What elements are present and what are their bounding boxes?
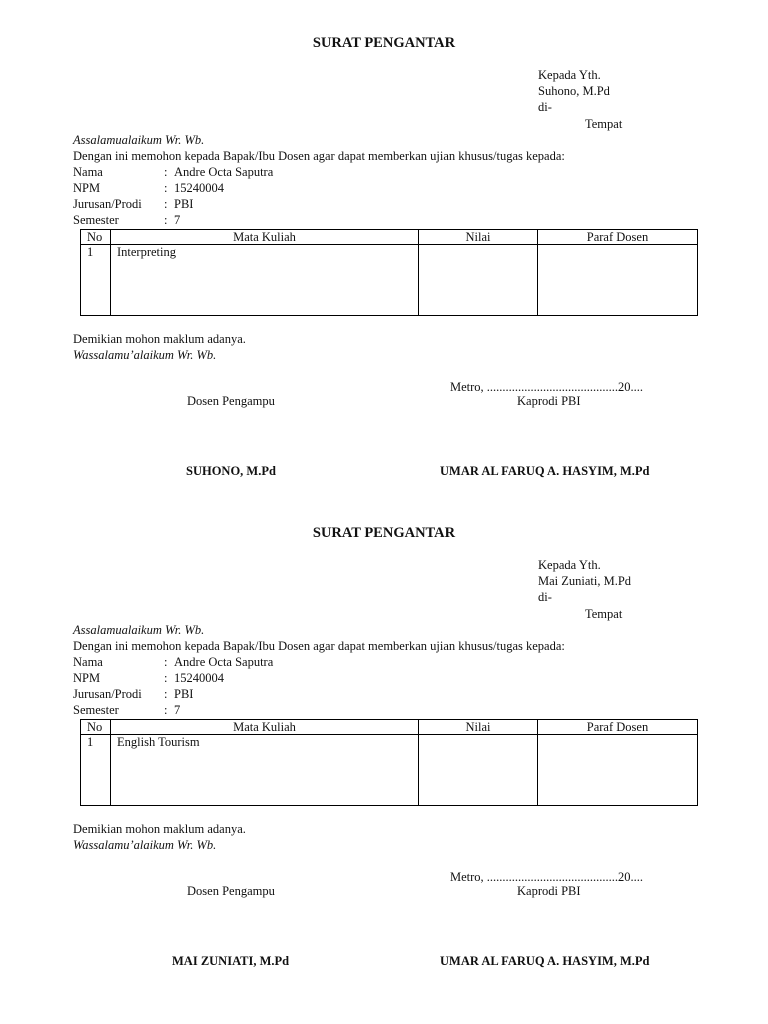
field-label-npm: NPM [73, 181, 101, 195]
field-colon: : [164, 687, 168, 701]
table-row [81, 245, 698, 316]
table-header-row [81, 720, 698, 735]
field-colon: : [164, 213, 168, 227]
closing-text: Demikian mohon maklum adanya. [73, 332, 246, 346]
header-nilai: Nilai [419, 720, 538, 735]
field-label-nama: Nama [73, 655, 103, 669]
letter-title: SURAT PENGANTAR [312, 525, 456, 541]
field-label-npm: NPM [73, 671, 101, 685]
field-colon: : [164, 165, 168, 179]
recipient-name: Mai Zuniati, M.Pd [538, 574, 632, 588]
field-value-semester: 7 [174, 703, 181, 717]
recipient-line-salutation: Kepada Yth. [538, 68, 601, 82]
cell-nilai [419, 735, 538, 806]
signer-left: SUHONO, M.Pd [186, 464, 276, 478]
signer-left: MAI ZUNIATI, M.Pd [172, 954, 290, 968]
role-left: Dosen Pengampu [187, 394, 275, 408]
recipient-line-di: di- [538, 100, 552, 114]
recipient-line-di: di- [538, 590, 552, 604]
course-table [80, 719, 698, 806]
header-paraf-dosen: Paraf Dosen [538, 720, 698, 735]
intro-text: Dengan ini memohon kepada Bapak/Ibu Dosen agar dapat memberkan ujian khusus/tugas kepada: [73, 149, 565, 163]
field-value-semester: 7 [174, 213, 181, 227]
field-label-prodi: Jurusan/Prodi [73, 687, 142, 701]
field-value-nama: Andre Octa Saputra [174, 655, 274, 669]
field-label-semester: Semester [73, 703, 119, 717]
signer-right: UMAR AL FARUQ A. HASYIM, M.Pd [440, 954, 650, 968]
letter-1 [0, 0, 768, 490]
table-header-row [81, 230, 698, 245]
farewell-text: Wassalamu’alaikum Wr. Wb. [73, 838, 217, 852]
cell-paraf-dosen [538, 245, 698, 316]
closing-text: Demikian mohon maklum adanya. [73, 822, 246, 836]
header-mata-kuliah: Mata Kuliah [111, 720, 419, 735]
role-right: Kaprodi PBI [517, 394, 581, 408]
cell-nilai [419, 245, 538, 316]
cell-mata-kuliah: English Tourism [111, 735, 419, 806]
field-label-prodi: Jurusan/Prodi [73, 197, 142, 211]
field-label-nama: Nama [73, 165, 103, 179]
header-no: No [81, 230, 111, 245]
table-row [81, 735, 698, 806]
field-label-semester: Semester [73, 213, 119, 227]
role-right: Kaprodi PBI [517, 884, 581, 898]
date-line: Metro, ..........................................20.... [450, 870, 644, 884]
recipient-line-place: Tempat [585, 607, 623, 621]
letter-2 [0, 490, 768, 980]
field-colon: : [164, 181, 168, 195]
field-colon: : [164, 703, 168, 717]
date-line: Metro, ..........................................20.... [450, 380, 644, 394]
field-value-nama: Andre Octa Saputra [174, 165, 274, 179]
field-value-npm: 15240004 [174, 181, 224, 195]
field-colon: : [164, 671, 168, 685]
recipient-name: Suhono, M.Pd [538, 84, 610, 98]
cell-no: 1 [81, 735, 111, 806]
header-mata-kuliah: Mata Kuliah [111, 230, 419, 245]
field-value-npm: 15240004 [174, 671, 224, 685]
field-colon: : [164, 655, 168, 669]
greeting: Assalamualaikum Wr. Wb. [73, 133, 205, 147]
header-nilai: Nilai [419, 230, 538, 245]
cell-mata-kuliah: Interpreting [111, 245, 419, 316]
cell-paraf-dosen [538, 735, 698, 806]
course-table [80, 229, 698, 316]
header-paraf-dosen: Paraf Dosen [538, 230, 698, 245]
signer-right: UMAR AL FARUQ A. HASYIM, M.Pd [440, 464, 650, 478]
intro-text: Dengan ini memohon kepada Bapak/Ibu Dosen agar dapat memberkan ujian khusus/tugas kepada: [73, 639, 565, 653]
field-value-prodi: PBI [174, 197, 194, 211]
field-value-prodi: PBI [174, 687, 194, 701]
recipient-line-salutation: Kepada Yth. [538, 558, 601, 572]
cell-no: 1 [81, 245, 111, 316]
greeting: Assalamualaikum Wr. Wb. [73, 623, 205, 637]
role-left: Dosen Pengampu [187, 884, 275, 898]
header-no: No [81, 720, 111, 735]
field-colon: : [164, 197, 168, 211]
letter-title: SURAT PENGANTAR [312, 35, 456, 51]
farewell-text: Wassalamu’alaikum Wr. Wb. [73, 348, 217, 362]
recipient-line-place: Tempat [585, 117, 623, 131]
